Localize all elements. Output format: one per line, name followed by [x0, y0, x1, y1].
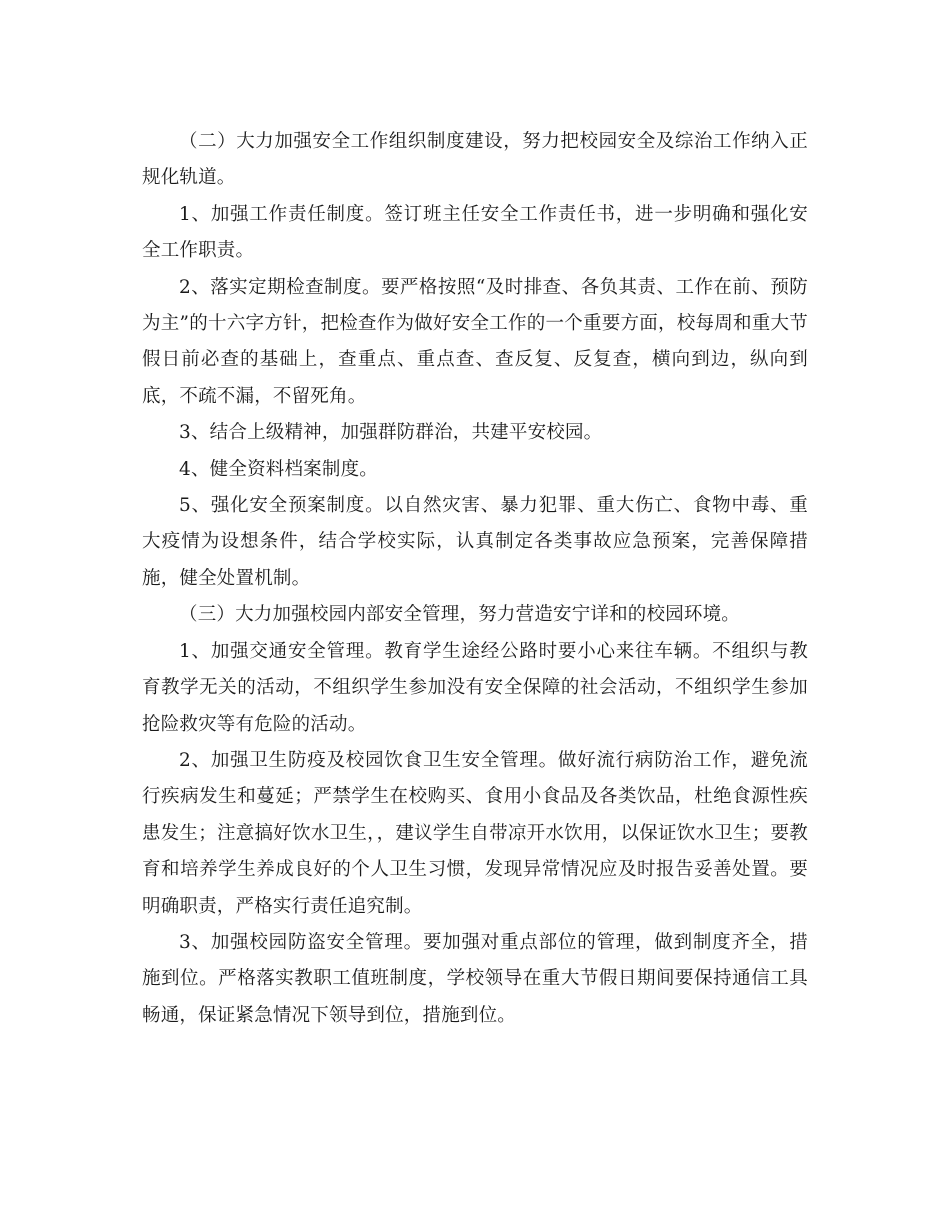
paragraph-item-3: 3、结合上级精神，加强群防群治，共建平安校园。: [179, 422, 603, 444]
paragraph-theft-prevention: 3、加强校园防盗安全管理。要加强对重点部位的管理，做到制度齐全，措施到位。严格落实教职工值班制度，学校领导在重大节假日期间要保持通信工具畅通，保证紧急情况下领导到位，措施到位。: [142, 931, 808, 1026]
paragraph-item-5: 5、强化安全预案制度。以自然灾害、暴力犯罪、重大伤亡、食物中毒、重大疫情为设想条件，结合学校实际，认真制定各类事故应急预案，完善保障措施，健全处置机制。: [142, 495, 808, 589]
paragraph-section-2-heading: （二）大力加强安全工作组织制度建设，努力把校园安全及综治工作纳入正规化轨道。: [142, 131, 808, 189]
paragraph-traffic-safety: 1、加强交通安全管理。教育学生途经公路时要小心来往车辆。不组织与教育教学无关的活动，不组织学生参加没有安全保障的社会活动，不组织学生参加抢险救灾等有危险的活动。: [142, 640, 808, 735]
paragraph-section-3-heading: （三）大力加强校园内部安全管理，努力营造安宁详和的校园环境。: [179, 604, 741, 626]
paragraph-item-1: 1、加强工作责任制度。签订班主任安全工作责任书，进一步明确和强化安全工作职责。: [142, 203, 808, 262]
document-body: [142, 124, 808, 1034]
paragraph-item-4: 4、健全资料档案制度。: [179, 458, 378, 480]
paragraph-item-2: 2、落实定期检查制度。要严格按照“及时排查、各负其责、工作在前、预防为主”的十六字方针，把检查作为做好安全工作的一个重要方面，校每周和重大节假日前必查的基础上，查重点、重点查、查反复、反复查，横向到边，纵向到底，不疏不漏，不留死角。: [142, 276, 808, 407]
paragraph-health-safety: 2、加强卫生防疫及校园饮食卫生安全管理。做好流行病防治工作，避免流行疾病发生和蔓延；严禁学生在校购买、食用小食品及各类饮品，杜绝食源性疾患发生；注意搞好饮水卫生，，建议学生自带凉开水饮用，以保证饮水卫生；要教育和培养学生养成良好的个人卫生习惯，发现异常情况应及时报告妥善处置。要明确职责，严格实行责任追究制。: [142, 749, 808, 917]
